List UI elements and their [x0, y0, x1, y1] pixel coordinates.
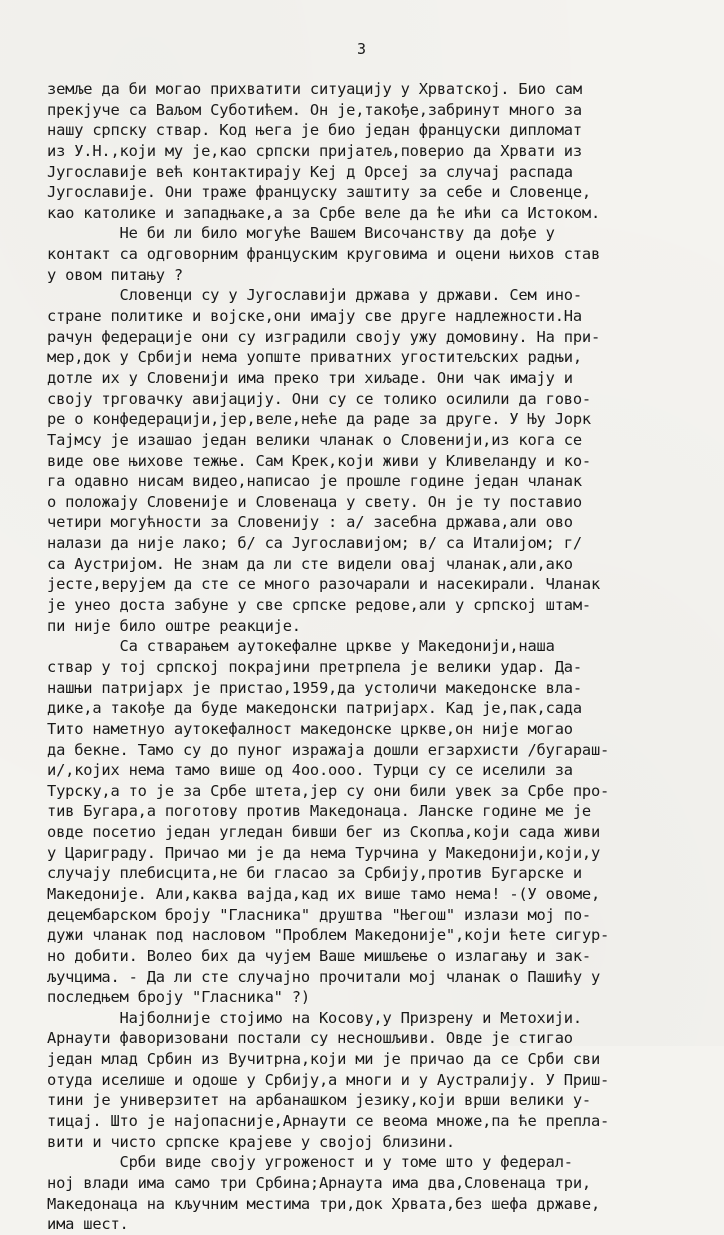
text-line: је унео доста забуне у све српске редове,али у српској штам- — [47, 596, 591, 615]
text-line: децембарском броју "Гласника" друштва "Његош" излази мој по- — [47, 905, 591, 924]
text-line: да бекне. Тамо су до пуног изражаја дошли егзархисти /бугараш- — [47, 740, 610, 759]
text-line: своју трговачку авијацију. Они су се толико осилили да гово- — [47, 389, 591, 408]
text-line: дике,а такође да буде македонски патријарх. Кад је,пак,сада — [47, 699, 582, 718]
text-line: Срби виде своју угроженост и у томе што у федерал- — [47, 1153, 573, 1172]
text-line: као католике и западњаке,а за Србе веле да ће ићи са Истоком. — [47, 203, 601, 222]
text-line: има шест. — [47, 1215, 129, 1234]
text-line: Турску,а то је за Србе штета,јер су они били увек за Србе про- — [47, 781, 610, 800]
text-line: прекјуче са Ваљом Суботићем. Он је,такође,забринут много за — [47, 100, 582, 119]
text-line: тицај. Што је најопасније,Арнаути се веома множе,па ће препла- — [47, 1112, 610, 1131]
text-line: земље да би могао прихватити ситуацију у Хрватској. Био сам — [47, 80, 582, 98]
text-line: ствар у тој српској покрајини претрпела је велики удар. Да- — [47, 657, 582, 676]
text-line: ној влади има само три Србина;Арнаута има два,Словенаца три, — [47, 1173, 591, 1192]
text-line: из У.Н.,који му је,као српски пријатељ,поверио да Хрвати из — [47, 141, 582, 160]
text-line: Не би ли било могуће Вашем Височанству да дође у — [47, 224, 555, 243]
text-line: ључцима. - Да ли сте случајно прочитали мој чланак о Пашићу у — [47, 967, 601, 986]
text-line: Словенци су у Југославији држава у држави. Сем ино- — [47, 286, 582, 305]
text-line: Македонаца на кључним местима три,док Хрвата,без шефа државе, — [47, 1194, 601, 1213]
text-line: виде ове њихове тежње. Сам Крек,који живи у Кливеланду и ко- — [47, 451, 591, 470]
text-line: о положају Словеније и Словенаца у свету. Он је ту поставио — [47, 492, 582, 511]
text-line: но добити. Волео бих да чујем Ваше мишљење о излагању и зак- — [47, 946, 591, 965]
text-line: јесте,верујем да сте се много разочарали и насекирали. Чланак — [47, 575, 601, 594]
text-line: нашњи патријарх је пристао,1959,да устоличи македонске вла- — [47, 678, 582, 697]
text-line: и/,којих нема тамо више од 4оо.ооо. Турци су се иселили за — [47, 761, 573, 780]
text-line: Југославије. Они траже француску заштиту за себе и Словенце, — [47, 183, 591, 202]
text-line: Најболније стојимо на Косову,у Призрену и Метохији. — [47, 1008, 582, 1027]
page-number: 3 — [356, 40, 368, 58]
text-line: стране политике и војске,они имају све друге надлежности.На — [47, 307, 582, 326]
text-line: четири могућности за Словенију : а/ засебна држава,али ово — [47, 513, 573, 532]
text-line: налази да није лако; б/ са Југославијом; в/ са Италијом; г/ — [47, 534, 582, 553]
text-line: дотле их у Словенији има преко три хиљаде. Они чак имају и — [47, 368, 573, 387]
text-line: у овом питању ? — [47, 265, 183, 284]
text-line: један млад Србин из Вучитрна,који ми је причао да се Срби сви — [47, 1050, 601, 1069]
text-line: вити и чисто српске крајеве у својој близини. — [47, 1132, 455, 1151]
letter-body — [47, 79, 697, 1235]
text-line: Тајмсу је изашао један велики чланак о Словенији,из кога се — [47, 430, 582, 449]
text-line: рачун федерације они су изградили своју ужу домовину. На при- — [47, 327, 601, 346]
text-line: Македоније. Али,каква вајда,кад их више тамо нема! -(У овоме, — [47, 884, 601, 903]
text-line: Тито наметнуо аутокефалност македонске цркве,он није могао — [47, 719, 573, 738]
text-line: тини је универзитет на арбанашком језику,који врши велики у- — [47, 1091, 591, 1110]
text-line: овде посетио један угледан бивши бег из Скопља,који сада живи — [47, 823, 601, 842]
text-line: пи није било оштре реакције. — [47, 616, 301, 635]
text-line: Југославије већ контактирају Кеј д Орсеј за случај распада — [47, 162, 573, 181]
text-line: отуда иселише и одоше у Србију,а многи и у Аустралију. У Приш- — [47, 1070, 610, 1089]
text-line: нашу српску ствар. Код њега је био један француски дипломат — [47, 121, 582, 140]
text-line: га одавно нисам видео,написао је прошле године један чланак — [47, 472, 582, 491]
text-line: Арнаути фаворизовани постали су несношљиви. Овде је стигао — [47, 1029, 573, 1048]
text-line: случају плебисцита,не би гласао за Србију,против Бугарске и — [47, 864, 582, 883]
text-line: у Цариграду. Причао ми је да нема Турчина у Македонији,који,у — [47, 843, 601, 862]
text-line: дужи чланак под насловом "Проблем Македоније",који ћете сигур- — [47, 926, 610, 945]
text-line: ре о конфедерацији,јер,веле,неће да раде за друге. У Њу Јорк — [47, 410, 591, 429]
text-line: мер,док у Србији нема уопште приватних угоститељских радњи, — [47, 348, 582, 367]
text-line: последњем броју "Гласника" ?) — [47, 988, 310, 1007]
text-line: са Аустријом. Не знам да ли сте видели овај чланак,али,ако — [47, 554, 573, 573]
text-line: контакт са одговорним француским круговима и оцени њихов став — [47, 245, 601, 264]
text-line: Са стварањем аутокефалне цркве у Македонији,наша — [47, 637, 555, 656]
text-line: тив Бугара,а поготову против Македонаца. Ланске године ме је — [47, 802, 591, 821]
